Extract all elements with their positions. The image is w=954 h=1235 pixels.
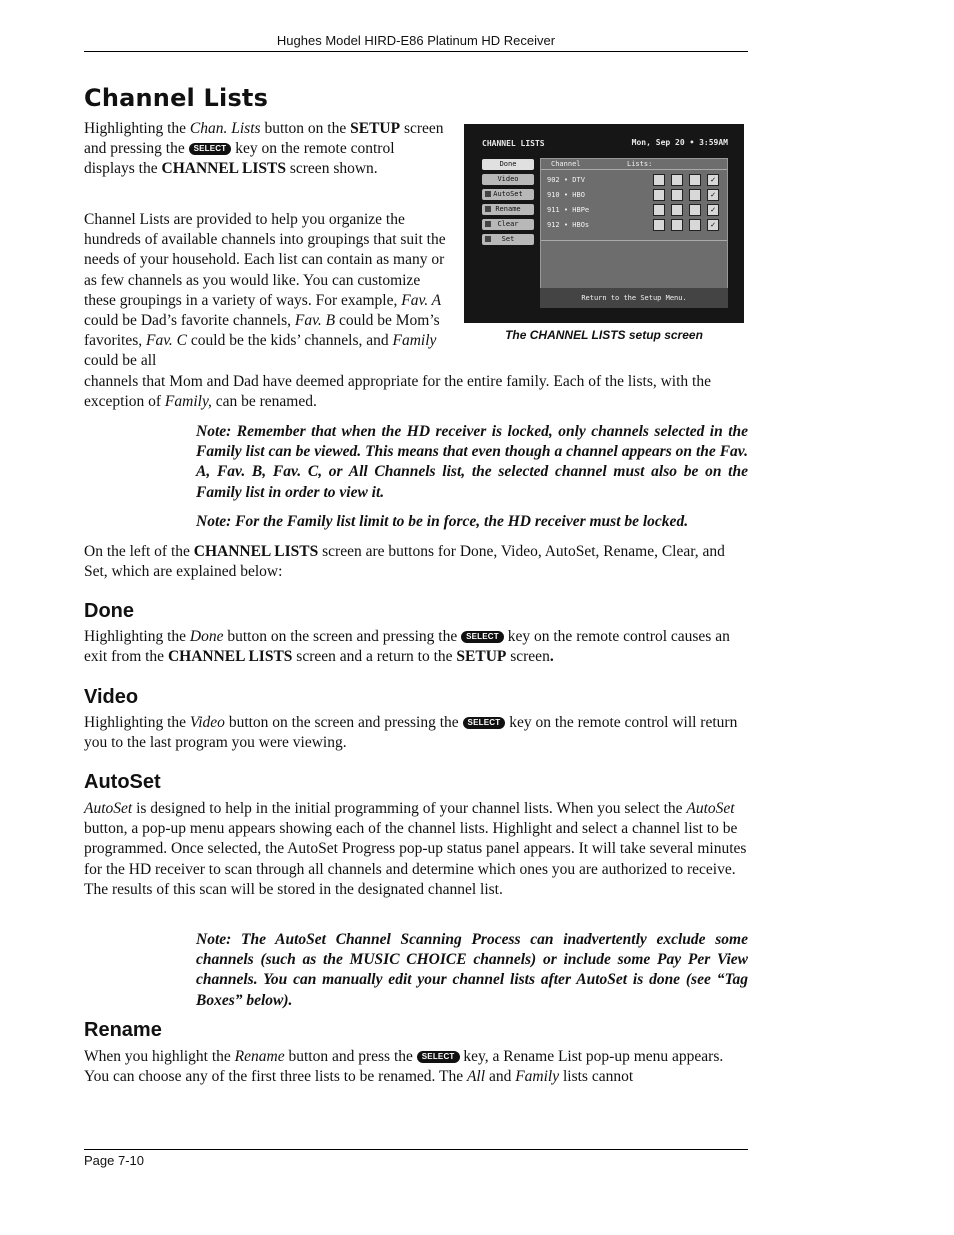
text: screen are buttons for Done, Video, AutoSet, Rename, Clear, and Set, which are explained below: xyxy=(84,543,725,581)
text: could be Mom’s favorites, xyxy=(84,312,440,350)
tag-box xyxy=(653,219,665,231)
video-paragraph xyxy=(84,713,748,753)
text: Fav. B xyxy=(294,312,336,330)
select-key-icon: SELECT xyxy=(461,631,504,643)
text: screen xyxy=(506,648,550,666)
tag-box xyxy=(653,204,665,216)
tag-box xyxy=(653,174,665,186)
checkmark-icon: ✓ xyxy=(707,204,719,216)
text: screen and pressing the xyxy=(84,120,444,158)
text: key on the remote control displays the xyxy=(84,140,395,178)
text: Fav. C xyxy=(145,332,188,350)
text: Highlighting the xyxy=(84,714,190,731)
text: is designed to help in the initial programming of your channel lists. When you select the xyxy=(132,800,687,817)
screen-button-set xyxy=(482,234,534,245)
text: AutoSet xyxy=(686,800,735,817)
text: button, a pop-up menu appears showing each of the channel lists. Highlight and select a channel list to be programmed. Once selected, the AutoSet Progress pop-up status panel appears. It will take several minutes for the HD receiver to scan through all channels and determine which ones you are authorized to receive. The results of this scan will be stored in the designated channel list. xyxy=(84,820,747,898)
screen-button-autoset xyxy=(482,189,534,200)
divider xyxy=(541,169,727,170)
text: Done xyxy=(189,628,224,645)
tag-box xyxy=(671,174,683,186)
text: SETUP xyxy=(350,120,401,137)
text: channels that Mom and Dad have deemed appropriate for the entire family. Each of the lists, with the exception of xyxy=(84,373,711,411)
channel-row: 910 • HBO xyxy=(547,191,585,199)
done-paragraph xyxy=(84,627,748,667)
tag-box xyxy=(689,174,701,186)
checkbox-icon xyxy=(485,206,491,212)
screen-footer: Return to the Setup Menu. xyxy=(540,288,728,308)
intro-paragraph-2 xyxy=(84,210,446,372)
text: Family, xyxy=(164,393,212,411)
text: Rename xyxy=(234,1048,285,1065)
text: screen and a return to the xyxy=(292,648,457,666)
channel-row: 912 • HBOs xyxy=(547,221,590,229)
text: button and press the xyxy=(284,1048,417,1065)
text: Channel Lists are provided to help you organize the hundreds of available channels into groupings that suit the needs of your household. Each list can contain as many or as few channels as you would like. You can customize these groupings in a variety of ways. For example, xyxy=(84,211,446,309)
text: key on the remote control will return you to the last program you were viewing. xyxy=(84,714,738,752)
text: could be the kids’ channels, and xyxy=(187,332,393,350)
tag-box xyxy=(689,219,701,231)
text: AutoSet xyxy=(493,190,523,198)
select-key-icon: SELECT xyxy=(189,143,232,155)
intro-paragraph-1 xyxy=(84,119,446,180)
channel-row: 902 • DTV xyxy=(547,176,585,184)
section-heading-done: Done xyxy=(84,600,134,622)
channel-row: 911 • HBPe xyxy=(547,206,590,214)
screen-button-rename xyxy=(482,204,534,215)
footer-rule xyxy=(84,1149,748,1150)
text: Highlighting the xyxy=(84,120,190,137)
divider xyxy=(541,240,727,241)
text: button on the screen and pressing the xyxy=(224,714,463,731)
text: . xyxy=(549,648,554,666)
column-lists: Lists: xyxy=(627,160,653,168)
checkbox-icon xyxy=(485,191,491,197)
text: Family xyxy=(392,332,437,350)
screen-title: CHANNEL LISTS xyxy=(482,139,545,148)
text: could be Dad’s favorite channels, xyxy=(84,312,295,330)
figure-caption: The CHANNEL LISTS setup screen xyxy=(505,328,703,342)
text: Highlighting the xyxy=(84,628,190,645)
checkmark-icon: ✓ xyxy=(707,174,719,186)
tag-box xyxy=(671,189,683,201)
text: AutoSet xyxy=(84,800,133,817)
screen-button-done: Done xyxy=(482,159,534,170)
tag-box xyxy=(671,204,683,216)
select-key-icon: SELECT xyxy=(417,1051,460,1063)
section-heading-video: Video xyxy=(84,686,139,708)
text: and xyxy=(485,1068,516,1086)
note-family-limit: Note: For the Family list limit to be in force, the HD receiver must be locked. xyxy=(196,513,689,530)
text: CHANNEL LISTS xyxy=(161,160,286,178)
text: button on the xyxy=(260,120,351,137)
text: SETUP xyxy=(456,648,507,666)
screen-date: Mon, Sep 20 • 3:59AM xyxy=(631,138,728,147)
running-header: Hughes Model HIRD-E86 Platinum HD Receiver xyxy=(276,33,556,48)
page-title: Channel Lists xyxy=(84,84,269,112)
tag-box xyxy=(689,189,701,201)
text: Family xyxy=(515,1068,560,1086)
text: could be all xyxy=(84,352,157,370)
text: can be renamed. xyxy=(211,393,317,411)
text: Rename xyxy=(495,205,521,213)
text: Set xyxy=(501,235,515,243)
text: All xyxy=(466,1068,486,1086)
text: CHANNEL LISTS xyxy=(167,648,293,666)
channel-lists-screenshot xyxy=(464,124,744,323)
text: Fav. A xyxy=(401,291,442,309)
page-number: Page 7-10 xyxy=(84,1153,144,1168)
text: Chan. Lists xyxy=(189,120,261,137)
text: key on the remote control causes an exit from the xyxy=(84,628,730,666)
text: button on the screen and pressing the xyxy=(223,628,462,645)
channel-panel xyxy=(540,158,728,296)
text: lists cannot xyxy=(559,1068,634,1086)
autoset-paragraph xyxy=(84,799,748,900)
text: Clear xyxy=(497,220,519,228)
checkbox-icon xyxy=(485,221,491,227)
text: When you highlight the xyxy=(84,1048,235,1065)
section-heading-rename: Rename xyxy=(84,1019,162,1041)
column-channel: Channel xyxy=(551,160,581,168)
tag-box xyxy=(653,189,665,201)
text: key, a Rename List pop-up menu appears. You can choose any of the first three lists to be renamed. The xyxy=(84,1048,724,1086)
checkbox-icon xyxy=(485,236,491,242)
tag-box xyxy=(671,219,683,231)
text: On the left of the xyxy=(84,543,194,560)
screen-button-clear xyxy=(482,219,534,230)
header-rule xyxy=(84,51,748,52)
select-key-icon: SELECT xyxy=(463,717,506,729)
buttons-intro-paragraph xyxy=(84,542,748,582)
checkmark-icon: ✓ xyxy=(707,219,719,231)
screen-button-video: Video xyxy=(482,174,534,185)
note-autoset: Note: The AutoSet Channel Scanning Process can inadvertently exclude some channels (such as the MUSIC CHOICE channels) or include some Pay Per View channels. You can manually edit your channel lists after AutoSet is done (see “Tag Boxes” below). xyxy=(196,931,748,1009)
rename-paragraph xyxy=(84,1047,748,1087)
note-family-lock: Note: Remember that when the HD receiver is locked, only channels selected in the Family list can be viewed. This means that even though a channel appears on the Fav. A, Fav. B, Fav. C, or All Channels list, the selected channel must also be on the Family list in order to view it. xyxy=(196,423,748,501)
tag-box xyxy=(689,204,701,216)
text: CHANNEL LISTS xyxy=(193,543,319,560)
text: screen shown. xyxy=(285,160,378,178)
section-heading-autoset: AutoSet xyxy=(84,771,161,793)
text: Video xyxy=(189,714,225,731)
checkmark-icon: ✓ xyxy=(707,189,719,201)
intro-paragraph-2-continued xyxy=(84,372,748,412)
